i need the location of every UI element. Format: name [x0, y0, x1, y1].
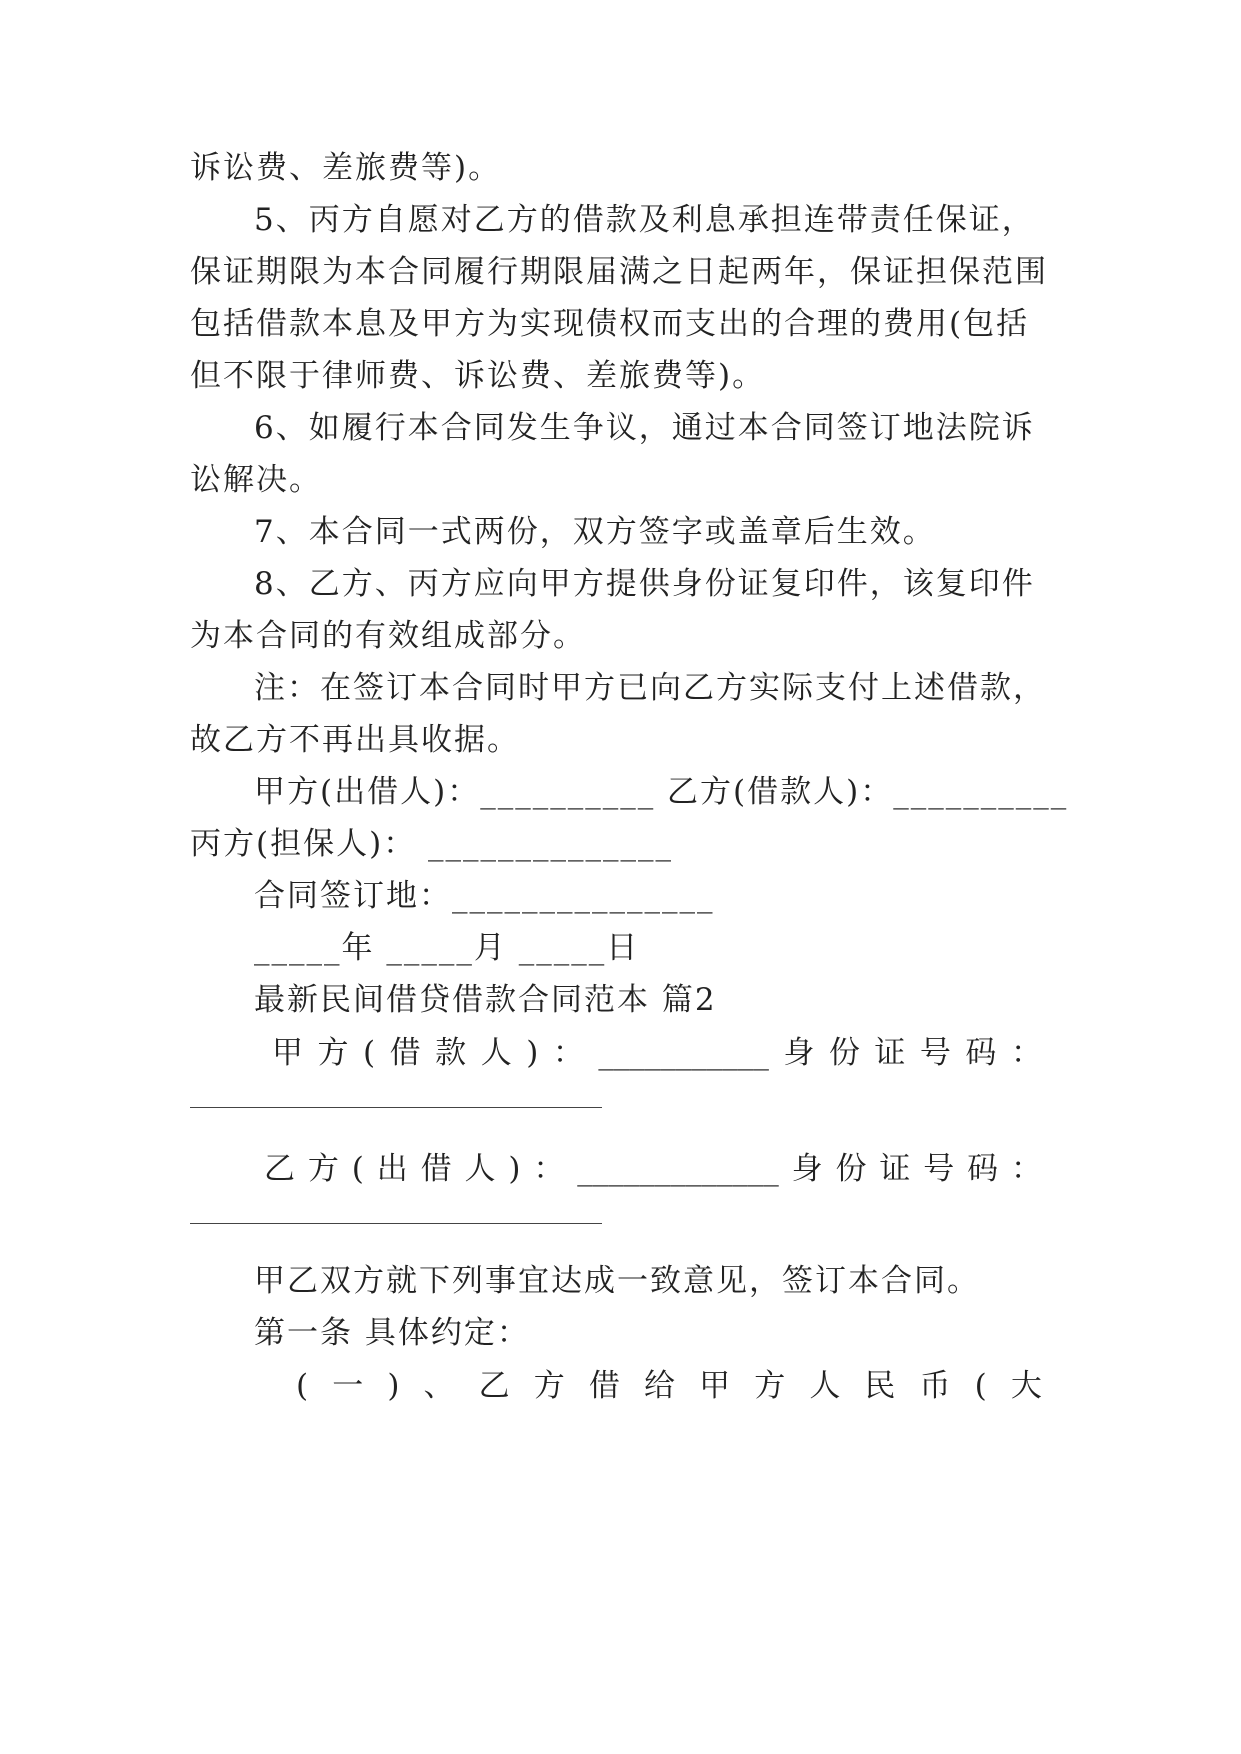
- paragraph-line: 故乙方不再出具收据。: [190, 722, 520, 758]
- party-b-line: 乙 方 ( 出 借 人 ) ： _____________ 身 份 证 号 码 ：: [264, 1151, 1042, 1187]
- paragraph-line: 为本合同的有效组成部分。: [190, 618, 586, 654]
- section-heading: 最新民间借贷借款合同范本 篇2: [254, 982, 717, 1018]
- paragraph-line: 保证期限为本合同履行期限届满之日起两年，保证担保范围: [190, 254, 1048, 290]
- paragraph-line: 但不限于律师费、诉讼费、差旅费等)。: [190, 358, 766, 394]
- blank-underline: [190, 1107, 602, 1108]
- paragraph-line: 注：在签订本合同时甲方已向乙方实际支付上述借款，: [254, 670, 1046, 706]
- paragraph-line: 6、如履行本合同发生争议，通过本合同签订地法院诉: [254, 410, 1035, 446]
- party-a-line: 甲 方 ( 借 款 人 ) ： ___________ 身 份 证 号 码 ：: [272, 1035, 1042, 1071]
- paragraph-line: 8、乙方、丙方应向甲方提供身份证复印件，该复印件: [254, 566, 1035, 602]
- paragraph-line: 包括借款本息及甲方为实现债权而支出的合理的费用(包括: [190, 306, 1030, 342]
- paragraph-line: 5、丙方自愿对乙方的借款及利息承担连带责任保证，: [254, 202, 1035, 238]
- date-line: _____年 _____月 _____日: [254, 930, 640, 966]
- article-heading: 第一条 具体约定：: [254, 1315, 530, 1351]
- signature-line-parties: 甲方(出借人)：__________ 乙方(借款人)：__________: [254, 774, 1069, 810]
- paragraph-line: 甲乙双方就下列事宜达成一致意见，签订本合同。: [254, 1263, 980, 1299]
- paragraph-line: 讼解决。: [190, 462, 322, 498]
- paragraph-line: 7、本合同一式两份，双方签字或盖章后生效。: [254, 514, 936, 550]
- signature-line-guarantor: 丙方(担保人)： ______________: [190, 826, 674, 862]
- paragraph-line: 诉讼费、差旅费等)。: [190, 150, 502, 186]
- blank-underline: [190, 1223, 602, 1224]
- signing-place-line: 合同签订地：_______________: [254, 878, 715, 914]
- article-clause-line: ( 一 ) 、 乙 方 借 给 甲 方 人 民 币 ( 大: [296, 1368, 1042, 1404]
